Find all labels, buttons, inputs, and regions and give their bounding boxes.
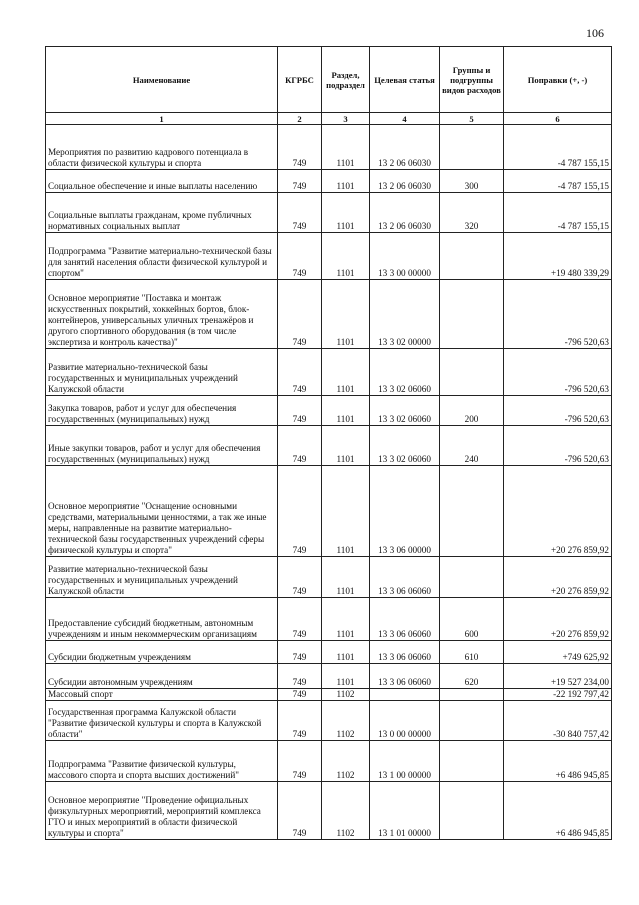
header-name: Наименование (46, 47, 278, 113)
table-row (46, 701, 612, 741)
row-kgrbs: 749 (278, 701, 322, 741)
table-row (46, 280, 612, 349)
row-name: Социальное обеспечение и иные выплаты населению (46, 170, 278, 193)
row-kgrbs: 749 (278, 557, 322, 598)
row-amendment-amount: -22 192 797,42 (504, 689, 612, 701)
row-expense-group (440, 741, 504, 782)
row-target-article: 13 1 00 00000 (370, 741, 440, 782)
row-name: Субсидии автономным учреждениям (46, 664, 278, 689)
row-expense-group: 620 (440, 664, 504, 689)
row-expense-group (440, 782, 504, 840)
row-razdel: 1101 (322, 280, 370, 349)
row-amendment-amount: +6 486 945,85 (504, 782, 612, 840)
row-kgrbs: 749 (278, 349, 322, 396)
row-amendment-amount: -4 787 155,15 (504, 125, 612, 170)
table-row (46, 741, 612, 782)
row-kgrbs: 749 (278, 396, 322, 426)
table-row (46, 233, 612, 280)
row-name: Предоставление субсидий бюджетным, автономным учреждениям и иным некоммерческим организациям (46, 598, 278, 641)
row-expense-group: 300 (440, 170, 504, 193)
column-number: 2 (278, 113, 322, 125)
row-target-article: 13 3 06 06060 (370, 641, 440, 664)
row-target-article: 13 3 06 06060 (370, 557, 440, 598)
row-kgrbs: 749 (278, 170, 322, 193)
row-amendment-amount: -4 787 155,15 (504, 170, 612, 193)
row-razdel: 1101 (322, 170, 370, 193)
table-body (46, 125, 612, 840)
row-kgrbs: 749 (278, 641, 322, 664)
table-row (46, 466, 612, 557)
row-target-article: 13 0 00 00000 (370, 701, 440, 741)
row-razdel: 1101 (322, 641, 370, 664)
row-target-article: 13 3 06 06060 (370, 664, 440, 689)
row-name: Основное мероприятие "Проведение официальных физкультурных мероприятий, мероприятий комплекса ГТО и иных мероприятий в области физической культуры и спорта" (46, 782, 278, 840)
column-number: 5 (440, 113, 504, 125)
table-row (46, 396, 612, 426)
row-name: Подпрограмма "Развитие физической культуры, массового спорта и спорта высших достижений" (46, 741, 278, 782)
row-target-article (370, 689, 440, 701)
table-row (46, 641, 612, 664)
row-name: Массовый спорт (46, 689, 278, 701)
row-amendment-amount: -796 520,63 (504, 349, 612, 396)
row-target-article: 13 3 06 06060 (370, 598, 440, 641)
budget-amendments-table (45, 46, 612, 840)
row-razdel: 1102 (322, 741, 370, 782)
row-expense-group (440, 349, 504, 396)
row-target-article: 13 3 02 06060 (370, 426, 440, 466)
row-expense-group: 600 (440, 598, 504, 641)
row-target-article: 13 3 02 06060 (370, 396, 440, 426)
row-name: Государственная программа Калужской области "Развитие физической культуры и спорта в Калужской области" (46, 701, 278, 741)
row-name: Развитие материально-технической базы государственных и муниципальных учреждений Калужской области (46, 557, 278, 598)
table-row (46, 782, 612, 840)
row-amendment-amount: -796 520,63 (504, 280, 612, 349)
row-name: Субсидии бюджетным учреждениям (46, 641, 278, 664)
header-row (46, 47, 612, 113)
row-kgrbs: 749 (278, 664, 322, 689)
row-expense-group (440, 280, 504, 349)
page-number: 106 (586, 26, 604, 40)
row-razdel: 1101 (322, 598, 370, 641)
header-gruppy: Группы и подгруппы видов расходов (440, 47, 504, 113)
row-kgrbs: 749 (278, 741, 322, 782)
table-row (46, 598, 612, 641)
row-razdel: 1102 (322, 701, 370, 741)
row-target-article: 13 3 00 00000 (370, 233, 440, 280)
row-expense-group: 240 (440, 426, 504, 466)
table-row (46, 689, 612, 701)
table-row (46, 349, 612, 396)
row-name: Мероприятия по развитию кадрового потенциала в области физической культуры и спорта (46, 125, 278, 170)
row-name: Иные закупки товаров, работ и услуг для обеспечения государственных (муниципальных) нужд (46, 426, 278, 466)
row-amendment-amount: -796 520,63 (504, 426, 612, 466)
row-razdel: 1101 (322, 125, 370, 170)
row-name: Социальные выплаты гражданам, кроме публичных нормативных социальных выплат (46, 193, 278, 233)
row-name: Основное мероприятие "Поставка и монтаж искусственных покрытий, хоккейных бортов, блок-контейнеров, универсальных уличных тренажёров и другого спортивного оборудования (в том числе экспертиза и контроль качества)" (46, 280, 278, 349)
row-razdel: 1102 (322, 689, 370, 701)
row-target-article: 13 2 06 06030 (370, 170, 440, 193)
row-target-article: 13 3 06 00000 (370, 466, 440, 557)
table-row (46, 426, 612, 466)
row-expense-group (440, 125, 504, 170)
row-expense-group (440, 689, 504, 701)
row-amendment-amount: -796 520,63 (504, 396, 612, 426)
row-razdel: 1101 (322, 664, 370, 689)
row-expense-group: 610 (440, 641, 504, 664)
row-expense-group (440, 233, 504, 280)
row-amendment-amount: +20 276 859,92 (504, 466, 612, 557)
row-razdel: 1101 (322, 233, 370, 280)
row-kgrbs: 749 (278, 598, 322, 641)
row-amendment-amount: -30 840 757,42 (504, 701, 612, 741)
row-expense-group: 200 (440, 396, 504, 426)
row-expense-group: 320 (440, 193, 504, 233)
row-expense-group (440, 466, 504, 557)
row-amendment-amount: -4 787 155,15 (504, 193, 612, 233)
row-razdel: 1102 (322, 782, 370, 840)
table-row (46, 125, 612, 170)
row-amendment-amount: +19 480 339,29 (504, 233, 612, 280)
row-name: Подпрограмма "Развитие материально-технической базы для занятий населения области физической культурой и спортом" (46, 233, 278, 280)
row-amendment-amount: +19 527 234,00 (504, 664, 612, 689)
row-kgrbs: 749 (278, 426, 322, 466)
row-kgrbs: 749 (278, 466, 322, 557)
table-row (46, 170, 612, 193)
column-number: 6 (504, 113, 612, 125)
row-kgrbs: 749 (278, 193, 322, 233)
header-tselevaya: Целевая статья (370, 47, 440, 113)
table-row (46, 557, 612, 598)
row-kgrbs: 749 (278, 125, 322, 170)
row-target-article: 13 3 02 00000 (370, 280, 440, 349)
row-expense-group (440, 557, 504, 598)
row-amendment-amount: +749 625,92 (504, 641, 612, 664)
row-kgrbs: 749 (278, 782, 322, 840)
column-number-row (46, 113, 612, 125)
table-row (46, 193, 612, 233)
row-kgrbs: 749 (278, 280, 322, 349)
row-razdel: 1101 (322, 426, 370, 466)
column-number: 3 (322, 113, 370, 125)
row-target-article: 13 2 06 06030 (370, 193, 440, 233)
header-kgrbs: КГРБС (278, 47, 322, 113)
row-amendment-amount: +20 276 859,92 (504, 598, 612, 641)
row-razdel: 1101 (322, 557, 370, 598)
header-popravki: Поправки (+, -) (504, 47, 612, 113)
column-number: 1 (46, 113, 278, 125)
row-target-article: 13 2 06 06030 (370, 125, 440, 170)
row-name: Развитие материально-технической базы государственных и муниципальных учреждений Калужской области (46, 349, 278, 396)
row-razdel: 1101 (322, 193, 370, 233)
row-razdel: 1101 (322, 466, 370, 557)
row-amendment-amount: +20 276 859,92 (504, 557, 612, 598)
row-target-article: 13 1 01 00000 (370, 782, 440, 840)
row-amendment-amount: +6 486 945,85 (504, 741, 612, 782)
column-number: 4 (370, 113, 440, 125)
table-row (46, 664, 612, 689)
row-expense-group (440, 701, 504, 741)
row-kgrbs: 749 (278, 689, 322, 701)
row-kgrbs: 749 (278, 233, 322, 280)
row-razdel: 1101 (322, 349, 370, 396)
row-name: Закупка товаров, работ и услуг для обеспечения государственных (муниципальных) нужд (46, 396, 278, 426)
row-target-article: 13 3 02 06060 (370, 349, 440, 396)
row-name: Основное мероприятие "Оснащение основными средствами, материальными ценностями, а так же иные меры, направленные на развитие материально-технической базы государственных учреждений сферы физической культуры и спорта" (46, 466, 278, 557)
row-razdel: 1101 (322, 396, 370, 426)
header-razdel: Раздел, подраздел (322, 47, 370, 113)
